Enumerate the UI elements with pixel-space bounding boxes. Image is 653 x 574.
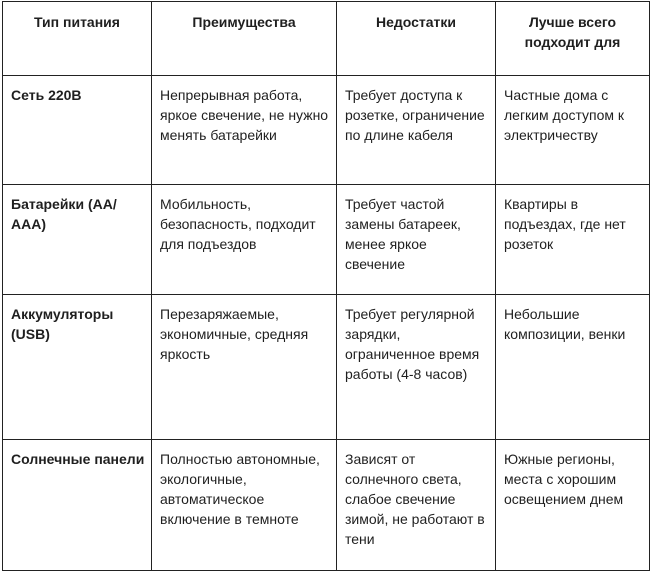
cell-power-type: Батарейки (АА/ААА) — [3, 185, 152, 295]
cell-disadvantages: Зависят от солнечного света, слабое свечение зимой, не работают в тени — [337, 440, 496, 571]
cell-best-for: Южные регионы, места с хорошим освещением днем — [496, 440, 650, 571]
header-advantages: Преимущества — [152, 2, 337, 76]
table-row — [3, 440, 650, 571]
cell-power-type: Солнечные панели — [3, 440, 152, 571]
table-row — [3, 76, 650, 185]
cell-power-type: Аккумуляторы (USB) — [3, 295, 152, 440]
cell-best-for: Частные дома с легким доступом к электричеству — [496, 76, 650, 185]
cell-advantages: Перезаряжаемые, экономичные, средняя яркость — [152, 295, 337, 440]
table-row — [3, 185, 650, 295]
cell-disadvantages: Требует частой замены батареек, менее яркое свечение — [337, 185, 496, 295]
table-header-row — [3, 2, 650, 76]
cell-advantages: Мобильность, безопасность, подходит для подъездов — [152, 185, 337, 295]
cell-best-for: Небольшие композиции, венки — [496, 295, 650, 440]
cell-power-type: Сеть 220В — [3, 76, 152, 185]
table-row — [3, 295, 650, 440]
header-disadvantages: Недостатки — [337, 2, 496, 76]
cell-best-for: Квартиры в подъездах, где нет розеток — [496, 185, 650, 295]
cell-advantages: Непрерывная работа, яркое свечение, не нужно менять батарейки — [152, 76, 337, 185]
header-power-type: Тип питания — [3, 2, 152, 76]
cell-disadvantages: Требует регулярной зарядки, ограниченное время работы (4-8 часов) — [337, 295, 496, 440]
cell-disadvantages: Требует доступа к розетке, ограничение по длине кабеля — [337, 76, 496, 185]
cell-advantages: Полностью автономные, экологичные, автоматическое включение в темноте — [152, 440, 337, 571]
comparison-table — [2, 1, 650, 571]
header-best-for: Лучше всего подходит для — [496, 2, 650, 76]
